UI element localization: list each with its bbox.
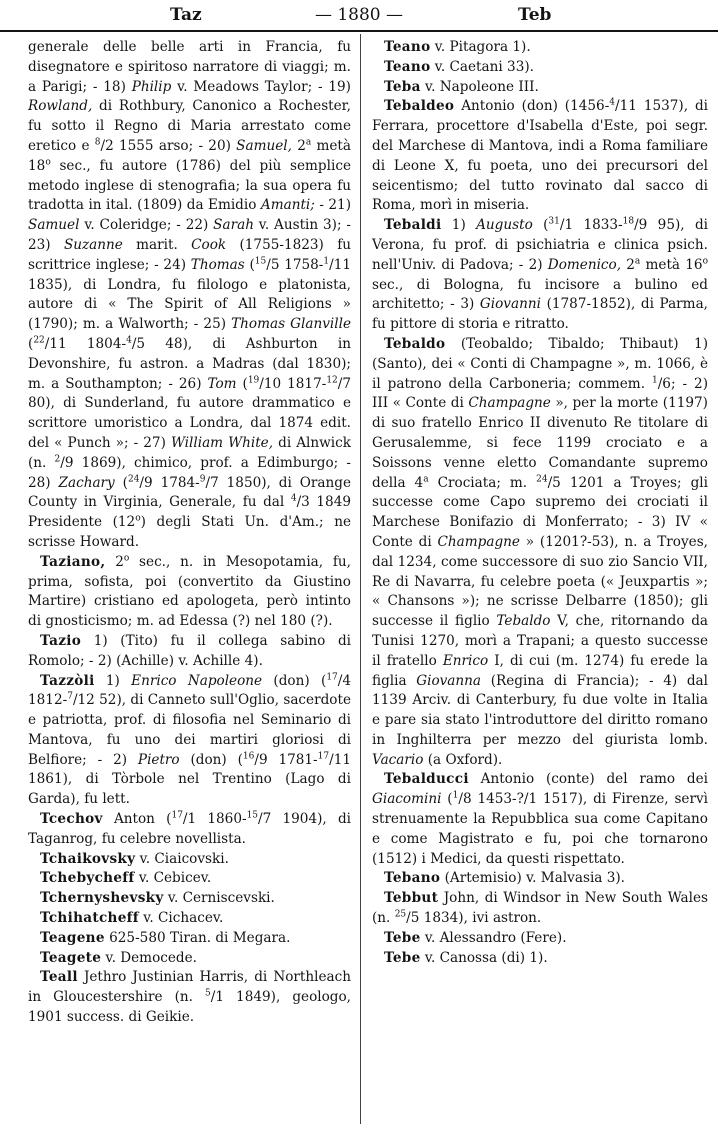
superscript: 7	[67, 691, 73, 702]
entry-text: metà 16	[640, 256, 703, 273]
dictionary-entry	[28, 889, 351, 909]
superscript: 17	[171, 810, 183, 821]
italic-name: Tom	[207, 375, 237, 392]
entry-text: ) degli Stati Un. d'Am.; ne scrisse Howard.	[28, 514, 351, 550]
entry-text: (1755-1823) fu scrittrice inglese; - 24)	[28, 236, 351, 273]
superscript: 12	[326, 375, 338, 386]
entry-headword: Tebe	[384, 949, 421, 966]
dictionary-entry	[372, 949, 708, 969]
entry-headword: Tchihatcheff	[40, 910, 139, 927]
italic-name: Champagne	[437, 533, 520, 550]
entry-headword: Teba	[384, 78, 421, 95]
superscript: 1	[323, 256, 330, 267]
superscript: a	[305, 137, 312, 148]
dictionary-entry	[28, 929, 351, 949]
dictionary-entry	[28, 632, 351, 672]
entry-text: di Alnwick (n.	[28, 434, 351, 471]
entry-text: /3 1849 Presidente (12	[28, 494, 351, 531]
right-column	[372, 38, 708, 968]
entry-text: - 21)	[314, 197, 351, 214]
entry-text: Jethro Justinian Harris, di Northleach in Gloucestershire (n.	[28, 969, 351, 1006]
entry-text: /5 48), di Ashburton in Devonshire, fu astron. a Madras (dal 1830); m. a Southampton; - 26)	[28, 335, 351, 392]
entry-text: (	[114, 474, 128, 491]
dictionary-entry	[28, 810, 351, 850]
superscript: 1	[452, 790, 459, 801]
superscript: 8	[94, 137, 101, 148]
superscript: 24	[536, 474, 548, 484]
entry-text: /9 1781-	[254, 751, 318, 768]
entry-headword: Taziano,	[40, 553, 106, 570]
italic-name: Champagne	[468, 395, 551, 412]
entry-text: v. Cebicev.	[134, 870, 212, 887]
superscript: 9	[199, 474, 206, 484]
entry-text: 2	[105, 553, 124, 570]
entry-text: /9 1869), chimico, prof. a Edimburgo; - 28)	[28, 454, 351, 491]
superscript: a	[634, 256, 641, 267]
entry-headword: Tebe	[384, 929, 421, 946]
entry-text: (don) (	[262, 672, 327, 689]
entry-text: (Regina di Francia); - 4) dal 1139 Arciv. di Canterbury, fu due volte in Italia e pare sia stato l'introduttore del diritto romano in Inghilterra per mezzo del giurista lomb.	[372, 672, 708, 748]
superscript: 31	[548, 216, 560, 227]
dictionary-entry	[28, 968, 351, 1027]
column-divider	[360, 34, 361, 1124]
italic-name: William White,	[170, 434, 274, 451]
entry-text: (	[532, 217, 549, 234]
dictionary-entry	[372, 869, 708, 889]
superscript: o	[45, 157, 51, 168]
superscript: 1	[651, 375, 658, 386]
superscript: 4	[290, 493, 297, 504]
italic-name: Vacario	[372, 751, 424, 768]
header-right-guideword: Teb	[518, 5, 552, 25]
superscript: 16	[242, 751, 255, 762]
entry-text: » (1201?-53), n. a Troyes, dal 1234, come successore di suo zio Sancio VII, Re di Navarra, fu celebre poeta (« Jeuxpartis »; « Chansons »); ne scrisse Delbarre (1850); gli successe il figlio	[372, 533, 708, 630]
entry-text: (a Oxford).	[423, 751, 503, 768]
entry-text: (Artemisio) v. Malvasia 3).	[440, 870, 625, 887]
entry-text: /5 1758-	[266, 256, 324, 273]
italic-name: Suzanne	[63, 236, 123, 253]
entry-text: /6; - 2) III « Conte di	[372, 375, 708, 412]
italic-name: Thomas	[190, 256, 245, 273]
entry-text: Crociata; m.	[428, 474, 537, 491]
entry-text: v. Austin 3); - 23)	[28, 217, 351, 253]
italic-name: Sarah	[213, 217, 254, 234]
italic-name: Tebaldo	[496, 613, 551, 630]
entry-text: John, di Windsor in New South Wales (n.	[372, 890, 708, 927]
entry-text: (1787-1852), di Parma, fu pittore di storia e ritratto.	[372, 296, 708, 333]
entry-text: Antonio (don) (1456-	[454, 98, 610, 115]
entry-headword: Tebaldeo	[384, 98, 455, 115]
left-column	[28, 38, 351, 1028]
dictionary-entry	[372, 929, 708, 949]
entry-headword: Tazzòli	[40, 672, 95, 689]
dictionary-entry	[28, 949, 351, 969]
entry-text: /5 1834), ivi astron.	[406, 910, 542, 927]
entry-text: v. Coleridge; - 22)	[79, 217, 214, 234]
entry-headword: Teano	[384, 58, 431, 75]
entry-text: /7 1904), di Taganrog, fu celebre novellista.	[28, 811, 351, 847]
entry-text: generale delle belle arti in Francia, fu disegnatore e spiritoso narratore di viaggi; m. a Parigi; - 18)	[28, 39, 351, 95]
dictionary-entry	[372, 58, 708, 78]
entry-text: (	[244, 256, 255, 273]
superscript: 2	[54, 454, 61, 465]
entry-text: 2	[621, 256, 635, 273]
italic-name: Philip	[131, 78, 172, 95]
entry-text: /11 1835), di Londra, fu filologo e platonista, autore di « The Spirit of All Religions » (1790); m. a Walworth; - 25)	[28, 256, 352, 333]
dictionary-entry	[28, 869, 351, 889]
entry-text: /4 1812-	[28, 672, 351, 709]
entry-text: v. Ciaicovski.	[135, 850, 229, 867]
italic-name: Giacomini	[372, 791, 442, 808]
entry-text: (	[441, 791, 453, 808]
entry-text: Anton (	[102, 811, 172, 828]
entry-text: V, che, ritornando da Tunisi 1270, morì a Trapani; a questo successe il fratello	[372, 613, 709, 669]
superscript: 15	[254, 256, 267, 267]
entry-text: /9 1784-	[139, 474, 200, 491]
entry-text: /12 52), di Canneto sull'Oglio, sacerdote e patriotta, prof. di filosofia nel Seminario di Mantova, fu uno dei martiri gloriosi di Belfiore; - 2)	[28, 692, 351, 768]
entry-headword: Teagete	[40, 949, 102, 966]
entry-text: 1)	[94, 672, 132, 689]
entry-text: 1)	[441, 217, 477, 234]
italic-name: Samuel	[28, 217, 80, 234]
dictionary-entry	[372, 216, 708, 335]
dictionary-entry	[28, 909, 351, 929]
dictionary-entry	[28, 672, 351, 811]
entry-text: (	[236, 375, 248, 392]
entry-text: 1) (Tito) fu il collega sabino di Romolo; - 2) (Achille) v. Achille 4).	[28, 632, 351, 669]
italic-name: Thomas Glanville	[231, 316, 351, 333]
entry-headword: Tebaldi	[384, 217, 442, 234]
superscript: 18	[622, 216, 635, 227]
dictionary-entry	[372, 97, 708, 216]
entry-headword: Tebaldo	[384, 335, 446, 352]
entry-text: /11 1537), di Ferrara, procettore d'Isabella d'Este, poi segr. del Marchese di Mantova, indi a Roma familiare di Leone X, fu poeta, uno dei precursori del seicentismo; del tutto rovinato dal sacco di Roma, morì in miseria.	[372, 98, 708, 214]
entry-headword: Tebano	[384, 870, 441, 887]
italic-name: Samuel,	[236, 137, 292, 154]
entry-text: v. Cichacev.	[138, 910, 224, 927]
dictionary-entry	[372, 770, 708, 869]
entry-text: /8 1453-?/1 1517), di Firenze, servì strenuamente la Repubblica sua come Capitano e come Magistrato e fu, poi che tornarono (1512) i Medici, da questi rispettato.	[372, 791, 709, 867]
entry-text: v. Democede.	[101, 949, 197, 966]
superscript: o	[123, 553, 130, 564]
superscript: 25	[394, 909, 407, 920]
entry-headword: Tchernyshevsky	[40, 890, 164, 907]
entry-text: (	[28, 335, 34, 352]
entry-text: /11 1804-	[44, 335, 127, 352]
italic-name: Cook	[191, 236, 227, 253]
entry-text: sec., di Bologna, fu incisore a bulino ed architetto; - 3)	[372, 276, 708, 313]
superscript: 4	[609, 97, 616, 108]
header-left-guideword: Taz	[170, 5, 202, 25]
header-rule	[0, 30, 718, 32]
entry-text: /10 1817-	[259, 375, 327, 392]
italic-name: Domenico,	[547, 256, 622, 273]
italic-name: Pietro	[137, 751, 180, 768]
entry-headword: Tebbut	[384, 890, 439, 907]
entry-continuation	[28, 38, 351, 553]
superscript: 5	[205, 988, 211, 999]
entry-text: /7 80), di Sunderland, fu autore drammatico e scrittore umoristico a Londra, dal 1874 edit. del « Punch »; - 27)	[28, 375, 351, 451]
entry-headword: Tchebycheff	[40, 870, 135, 887]
entry-text: v. Meadows Taylor; - 19)	[171, 78, 351, 95]
entry-headword: Tchaikovsky	[40, 850, 136, 867]
header-page-number: — 1880 —	[314, 5, 404, 25]
entry-text: /1 1860-	[182, 811, 247, 828]
entry-headword: Teagene	[40, 929, 105, 946]
entry-text: marit.	[122, 236, 192, 253]
italic-name: Augusto	[476, 217, 533, 234]
entry-text: /2 1555 arso; - 20)	[100, 137, 237, 154]
entry-text: I, di cui (m. 1274) fu erede la figlia	[372, 652, 709, 689]
entry-text: v. Cerniscevski.	[163, 890, 275, 907]
dictionary-entry	[372, 889, 708, 929]
italic-name: Rowland,	[28, 98, 93, 115]
entry-text: sec., n. in Mesopotamia, fu, prima, sofista, poi (convertito da Giustino Martire) cristiano ed apologeta, però intinto di gnosticismo; m. ad Edessa (?) nel 180 (?).	[28, 553, 351, 630]
superscript: o	[135, 513, 141, 524]
superscript: 17	[326, 671, 338, 682]
entry-text: v. Napoleone III.	[420, 78, 539, 95]
italic-name: Enrico Napoleone	[131, 672, 263, 689]
entry-text: 2	[291, 137, 306, 154]
entry-text: /11 1861), di Tòrbole nel Trentino (Lago di Garda), fu lett.	[28, 751, 351, 808]
entry-text: /5 1201 a Troyes; gli successe come Capo supremo dei crociati il Marchese Bonifazio di Monferrato; - 3) IV « Conte di	[372, 474, 708, 550]
entry-text: v. Pitagora 1).	[430, 39, 531, 55]
entry-text: v. Canossa (di) 1).	[420, 949, 548, 966]
italic-name: Giovanni	[479, 296, 541, 313]
italic-name: Zachary	[58, 474, 115, 491]
entry-text: /1 1833-	[559, 217, 623, 234]
dictionary-entry	[372, 78, 708, 98]
entry-text: Antonio (conte) del ramo dei	[468, 771, 708, 788]
entry-headword: Tazio	[40, 632, 82, 649]
entry-text: /1 1849), geologo, 1901 success. di Geikie.	[28, 989, 351, 1026]
superscript: a	[423, 474, 429, 484]
entry-headword: Teall	[40, 969, 78, 986]
italic-name: Amanti;	[260, 197, 315, 214]
dictionary-entry	[372, 38, 708, 58]
dictionary-entry	[28, 553, 351, 632]
superscript: 19	[247, 375, 260, 386]
entry-text: /7 1850), di Orange County in Virginia, Generale, fu dal	[28, 474, 351, 511]
entry-text: di Rothbury, Canonico a Rochester, fu sotto il Regno di Maria arrestato come eretico e	[28, 98, 351, 154]
entry-text: v. Alessandro (Fere).	[420, 929, 567, 946]
superscript: o	[702, 256, 708, 267]
dictionary-entry	[28, 850, 351, 870]
entry-text: (don) (	[179, 751, 243, 768]
entry-headword: Teano	[384, 39, 431, 55]
entry-text: /9 95), di Verona, fu prof. di psichiatria e clinica psich. nell'Univ. di Padova; - 2)	[372, 217, 708, 273]
entry-text: v. Caetani 33).	[430, 58, 534, 75]
page-header	[0, 0, 718, 30]
entry-text: (Teobaldo; Tibaldo; Thibaut) 1) (Santo), dei « Conti di Champagne », m. 1066, è il patrono della Carboneria; commem.	[372, 335, 708, 392]
entry-headword: Tcechov	[40, 811, 103, 828]
italic-name: Enrico	[442, 652, 489, 669]
entry-text: 625-580 Tiran. di Megara.	[104, 929, 291, 946]
superscript: 4	[126, 335, 132, 346]
superscript: 22	[33, 335, 45, 346]
superscript: 17	[317, 751, 330, 762]
entry-headword: Tebalducci	[384, 771, 469, 788]
superscript: 15	[246, 810, 259, 821]
dictionary-entry	[372, 335, 708, 771]
entry-text: sec., fu autore (1786) del più semplice metodo inglese di stenografia; la sua opera fu tradotta in ital. (1809) da Emidio	[28, 157, 351, 214]
italic-name: Giovanna	[416, 672, 482, 689]
superscript: 24	[127, 474, 140, 484]
entry-text: », per la morte (1197) di suo fratello Enrico II divenuto Re titolare di Gerusalemme, si fece 1199 crociato e a Soissons venne eletto Comandante supremo della 4	[372, 395, 708, 491]
entry-text: metà 18	[28, 137, 351, 174]
